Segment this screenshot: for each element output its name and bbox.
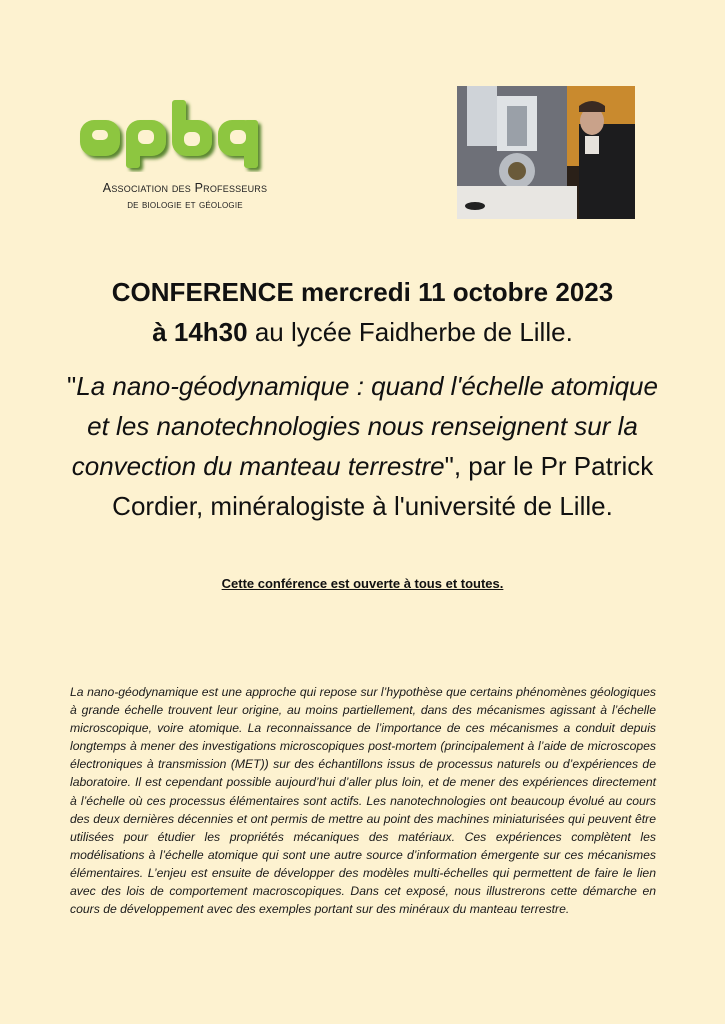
talk-title (60, 366, 665, 526)
talk-abstract: La nano-géodynamique est une approche qui repose sur l’hypothèse que certains phénomènes géologiques à grande échelle trouvent leur origine, au moins partiellement, dans des mécanismes agissant à l’échelle microscopique, voire atomique. La reconnaissance de l’importance de ces mécanismes a conduit depuis longtemps à mener des investigations microscopiques post-mortem (principalement à l’aide de microscopes électroniques à transmission (MET)) sur des échantillons issus de processus naturels ou d’expériences de laboratoire. Il est cependant possible aujourd’hui d’aller plus loin, et de mener des expériences directement à l’échelle où ces processus élémentaires sont actifs. Les nanotechnologies ont beaucoup évolué au cours des deux dernières décennies et ont permis de mettre au point des machines miniaturisées qui peuvent être utilisées pour étudier les propriétés mécaniques des matériaux. Ces expériences complètent les modélisations à l’échelle atomique qui sont une autre source d’information émergente sur ces mécanismes élémentaires. L’enjeu est ensuite de développer des modèles multi-échelles qui permettent de faire le lien avec des lois de comportement macroscopiques. Dans cet exposé, nous illustrerons cette démarche en cours de développement avec des exemples portant sur des minéraux du manteau terrestre. (70, 685, 656, 917)
apbg-logo-mark (78, 92, 268, 172)
conference-location: au lycée Faidherbe de Lille. (247, 317, 573, 347)
association-name (85, 180, 285, 214)
association-line-1: Association des Professeurs (102, 181, 268, 195)
conference-headline (0, 272, 725, 352)
open-notice: Cette conférence est ouverte à tous et toutes. (221, 576, 504, 591)
title-open-quote: " (67, 371, 77, 401)
conference-date: CONFERENCE mercredi 11 octobre 2023 (111, 277, 614, 307)
conference-time: à 14h30 (152, 317, 248, 347)
talk-speaker: ", par le Pr Patrick Cordier, minéralogiste à l'université de Lille. (112, 451, 654, 521)
speaker-photo (457, 86, 635, 219)
talk-title-text: La nano-géodynamique : quand l'échelle atomique et les nanotechnologies nous renseignent sur la convection du manteau terrestre (71, 371, 658, 481)
microscope-photo-illustration (457, 86, 635, 219)
association-line-2: de biologie et géologie (127, 199, 243, 211)
